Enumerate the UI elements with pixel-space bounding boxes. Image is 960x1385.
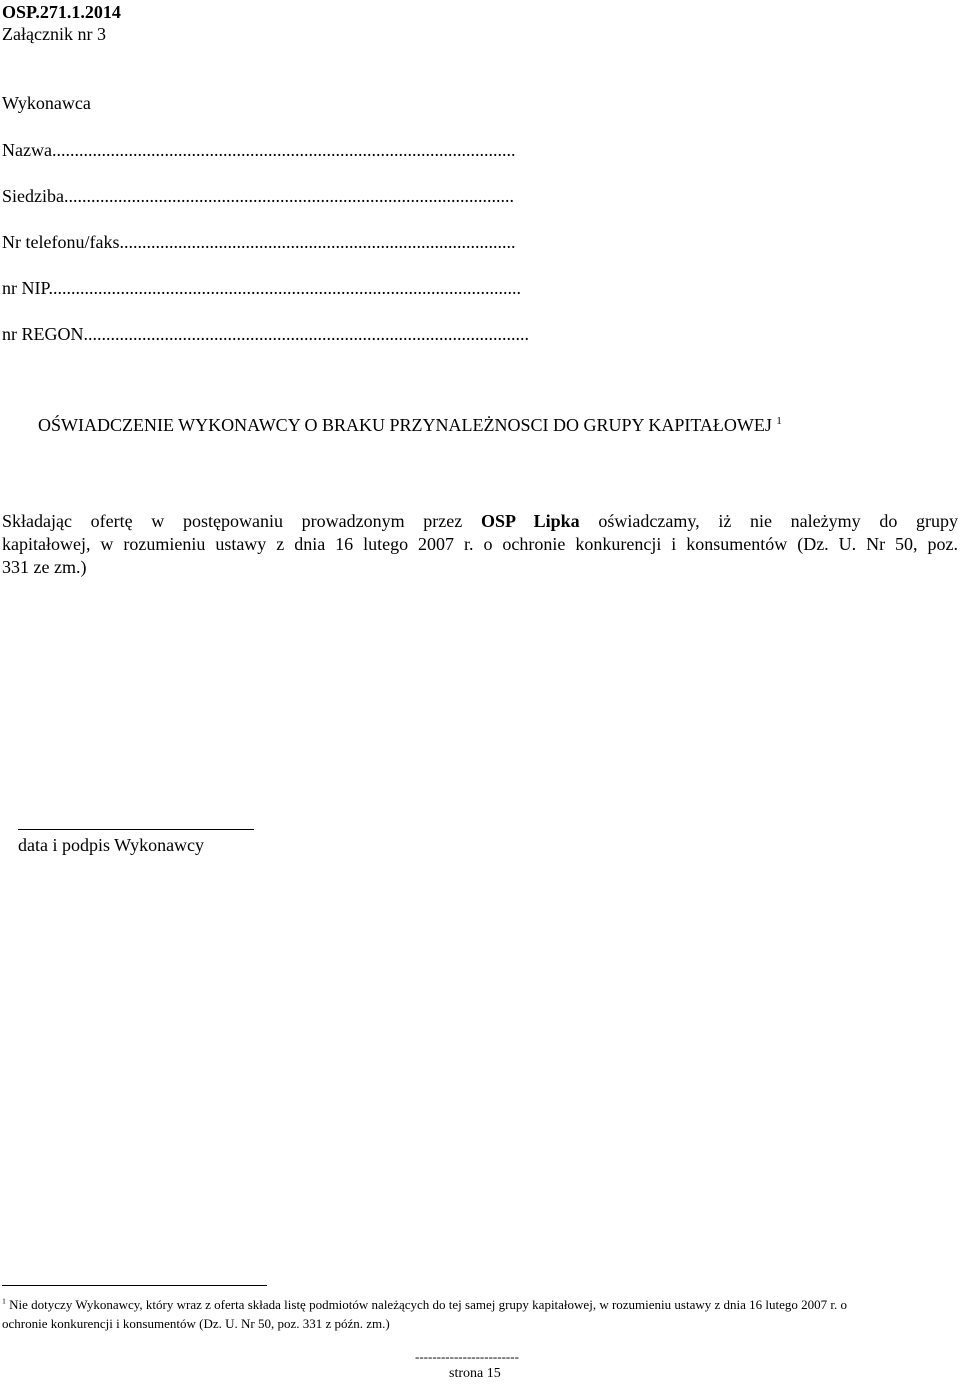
paragraph-line-3: 331 ze zm.): [2, 557, 87, 577]
signature-line: [18, 829, 254, 830]
footnote-text-1: Nie dotyczy Wykonawcy, który wraz z oferta składa listę podmiotów należących do tej samej grupy kapitałowej, w rozumieniu ustawy z dnia 16 lutego 2007 r. o: [5, 1297, 847, 1312]
document-reference: OSP.271.1.2014: [2, 2, 121, 22]
declaration-title: [38, 415, 782, 436]
paragraph-line-2: kapitałowej, w rozumieniu ustawy z dnia 16 lutego 2007 r. o ochronie konkurencji i konsumentów (Dz. U. Nr 50, poz.: [2, 534, 958, 554]
contractor-name-field: Nazwa.......................................................................................................: [2, 140, 516, 160]
organizer-name: OSP Lipka: [480, 511, 580, 531]
contractor-regon-field: nr REGON...................................................................................................: [2, 324, 529, 344]
contractor-heading: Wykonawca: [2, 93, 91, 113]
footnote-mark: 1: [2, 1296, 6, 1306]
paragraph-text-end: oświadczamy, iż nie należymy do grupy: [579, 511, 958, 531]
signature-label: data i podpis Wykonawcy: [18, 835, 205, 855]
title-footnote-mark: 1: [776, 415, 782, 427]
contractor-phone-field: Nr telefonu/faks........................................................................................: [2, 232, 516, 252]
contractor-nip-field: nr NIP.........................................................................................................: [2, 278, 522, 298]
contractor-seat-field: Siedziba....................................................................................................: [2, 186, 514, 206]
paragraph-text-start: Składając ofertę w postępowaniu prowadzonym przez: [2, 511, 481, 531]
footnote-line-1: [2, 1295, 958, 1314]
page-separator: ------------------------: [415, 1349, 519, 1364]
declaration-paragraph: [2, 510, 958, 579]
page-number: strona 15: [449, 1366, 501, 1381]
annex-label: Załącznik nr 3: [2, 24, 106, 44]
declaration-title-text: OŚWIADCZENIE WYKONAWCY O BRAKU PRZYNALEŻNOSCI DO GRUPY KAPITAŁOWEJ: [38, 415, 772, 435]
footnote-rule: [2, 1285, 267, 1286]
paragraph-line-1: [2, 510, 958, 533]
footnote-line-2: ochronie konkurencji i konsumentów (Dz. U. Nr 50, poz. 331 z późn. zm.): [2, 1316, 390, 1331]
footnote: [2, 1295, 958, 1333]
